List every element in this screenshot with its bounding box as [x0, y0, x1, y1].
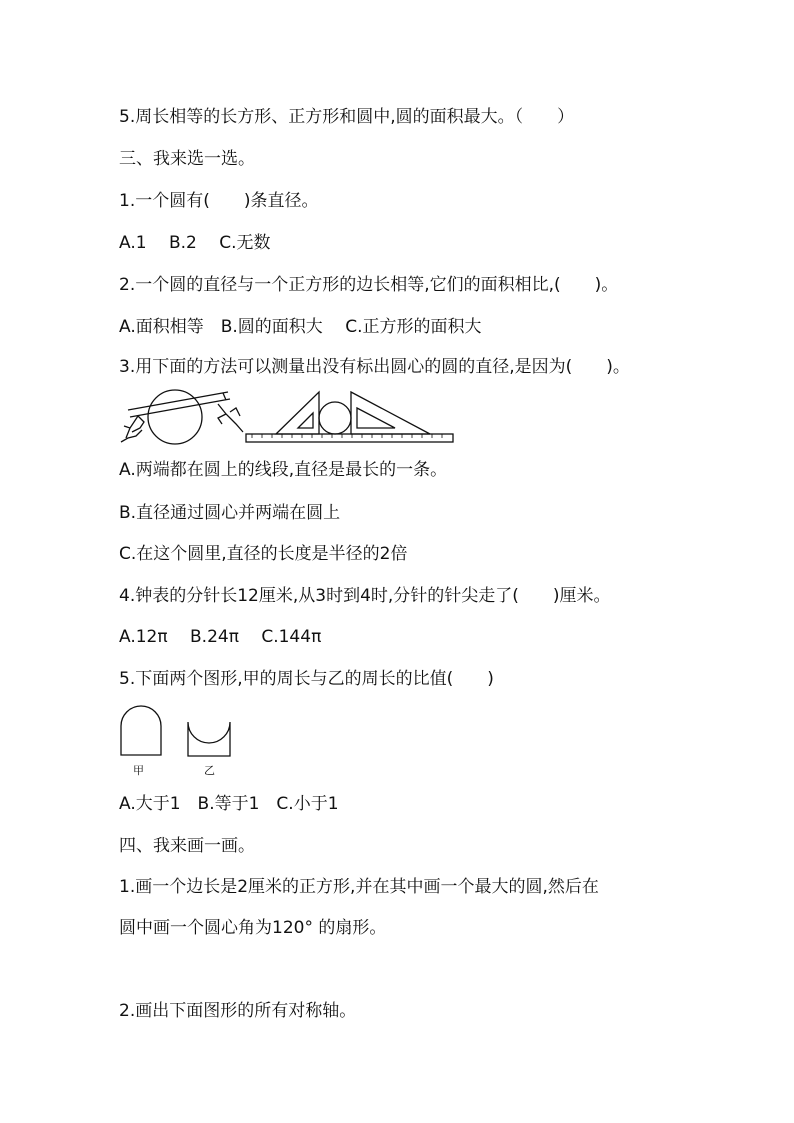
shape-jia [119, 705, 163, 757]
shape-yi-label: 乙 [204, 764, 215, 777]
shape-jia-label: 甲 [133, 764, 144, 777]
choice-q2-options: A.面积相等 B.圆的面积大 C.正方形的面积大 [119, 317, 482, 337]
choice-q4: 4.钟表的分针长12厘米,从3时到4时,分针的针尖走了( )厘米。 [119, 586, 611, 606]
choice-q3-option-a: A.两端都在圆上的线段,直径是最长的一条。 [119, 460, 448, 480]
draw-q2: 2.画出下面图形的所有对称轴。 [119, 1001, 357, 1021]
shape-yi [186, 720, 232, 758]
choice-q2: 2.一个圆的直径与一个正方形的边长相等,它们的面积相比,( )。 [119, 275, 619, 295]
choice-q3-option-b: B.直径通过圆心并两端在圆上 [119, 503, 341, 523]
choice-q3-option-c: C.在这个圆里,直径的长度是半径的2倍 [119, 544, 408, 564]
section-3-heading: 三、我来选一选。 [119, 149, 255, 169]
choice-q1: 1.一个圆有( )条直径。 [119, 191, 319, 211]
draw-q1-line1: 1.画一个边长是2厘米的正方形,并在其中画一个最大的圆,然后在 [119, 877, 599, 897]
section-4-heading: 四、我来画一画。 [119, 836, 255, 856]
judge-q5: 5.周长相等的长方形、正方形和圆中,圆的面积最大。（ ） [119, 107, 575, 127]
draw-q1-line2: 圆中画一个圆心角为120° 的扇形。 [119, 918, 387, 938]
measure-diameter-figure [118, 386, 458, 448]
choice-q4-options: A.12π B.24π C.144π [119, 627, 322, 647]
choice-q5-options: A.大于1 B.等于1 C.小于1 [119, 794, 339, 814]
choice-q1-options: A.1 B.2 C.无数 [119, 233, 271, 253]
choice-q5: 5.下面两个图形,甲的周长与乙的周长的比值( ) [119, 669, 494, 689]
choice-q3: 3.用下面的方法可以测量出没有标出圆心的圆的直径,是因为( )。 [119, 357, 630, 377]
